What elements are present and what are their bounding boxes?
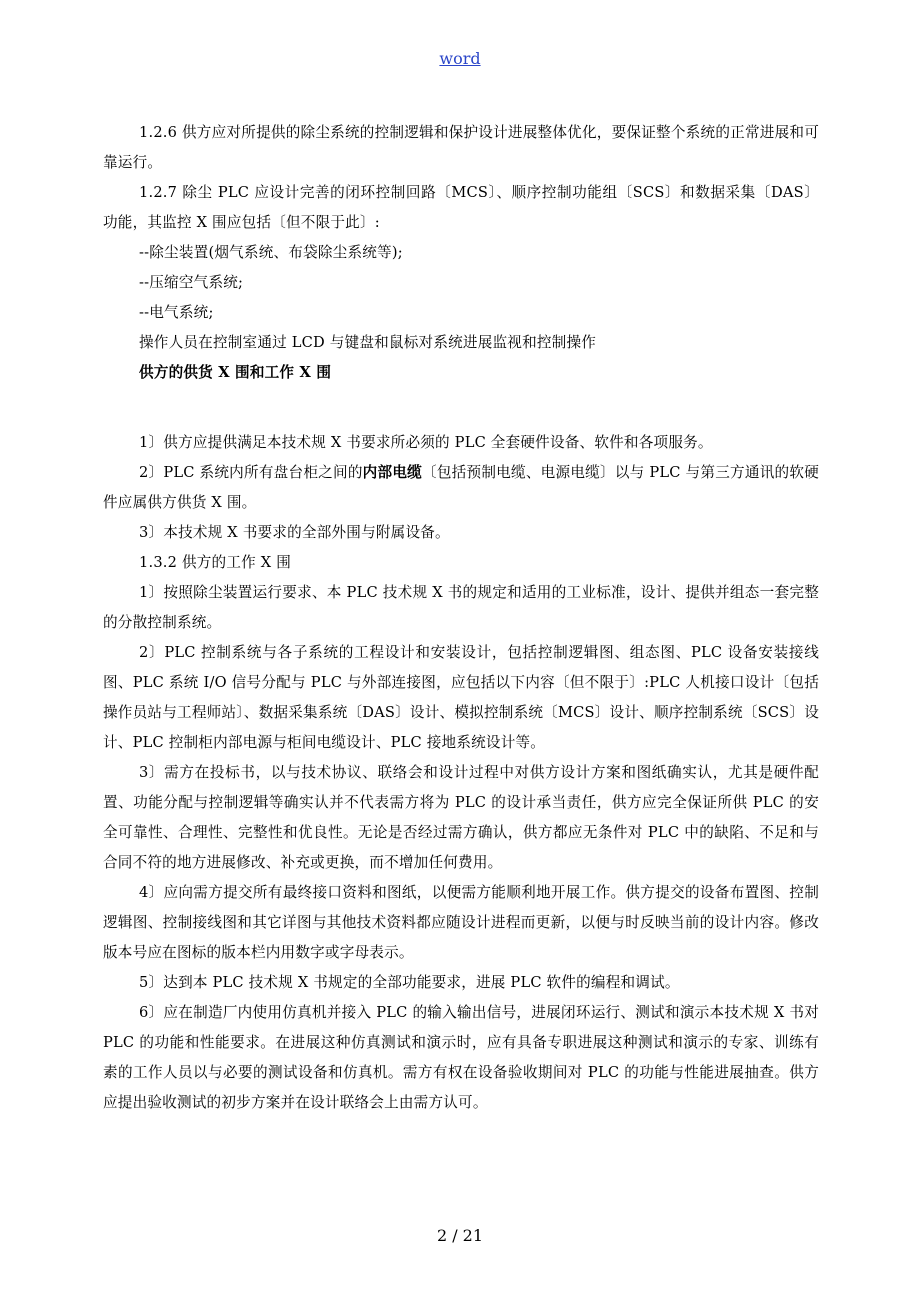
supply-item-1: 1〕供方应提供满足本技术规 X 书要求所必须的 PLC 全套硬件设备、软件和各项服务。 bbox=[139, 434, 713, 451]
header-word-link[interactable]: word bbox=[439, 49, 481, 68]
paragraph-1-2-6: 1.2.6 供方应对所提供的除尘系统的控制逻辑和保护设计进展整体优化，要保证整个系统的正常进展和可靠运行。 bbox=[103, 124, 819, 171]
supply-item-3: 3〕本技术规 X 书要求的全部外围与附属设备。 bbox=[139, 524, 450, 541]
list-item-dust-removal: --除尘装置(烟气系统、布袋除尘系统等); bbox=[139, 244, 403, 261]
work-scope-title: 1.3.2 供方的工作 X 围 bbox=[139, 554, 292, 571]
document-body bbox=[103, 118, 819, 1118]
work-item-5: 5〕达到本 PLC 技术规 X 书规定的全部功能要求，进展 PLC 软件的编程和调试。 bbox=[139, 974, 680, 991]
page-number: 2 / 21 bbox=[436, 1226, 484, 1245]
list-item-compressed-air: --压缩空气系统; bbox=[139, 274, 244, 291]
supply-item-2-before: 2〕PLC 系统内所有盘台柜之间的 bbox=[139, 464, 363, 481]
work-item-1: 1〕按照除尘装置运行要求、本 PLC 技术规 X 书的规定和适用的工业标准，设计、提供并组态一套完整的分散控制系统。 bbox=[103, 584, 819, 631]
work-item-4: 4〕应向需方提交所有最终接口资料和图纸，以便需方能顺利地开展工作。供方提交的设备布置图、控制逻辑图、控制接线图和其它详图与其他技术资料都应随设计进程而更新，以便与时反映当前的设计内容。修改版本号应在图标的版本栏内用数字或字母表示。 bbox=[103, 884, 819, 961]
section-title-supply-scope: 供方的供货 X 围和工作 X 围 bbox=[139, 364, 332, 381]
list-item-electrical: --电气系统; bbox=[139, 304, 214, 321]
work-item-3: 3〕需方在投标书，以与技术协议、联络会和设计过程中对供方设计方案和图纸确实认，尤其是硬件配置、功能分配与控制逻辑等确实认并不代表需方将为 PLC 的设计承当责任，供方应完全保证所供 PLC 的安全可靠性、合理性、完整性和优良性。无论是否经过需方确认，供方都应无条件对 PLC 中的缺陷、不足和与合同不符的地方进展修改、补充或更换，而不增加任何费用。 bbox=[103, 764, 819, 871]
supply-item-2-after: 〔包括预制电缆、电源电缆〕以与 PLC 与第三方通讯的软硬件应属供方供货 X 围。 bbox=[103, 464, 819, 511]
supply-item-2 bbox=[103, 458, 819, 518]
paragraph-1-2-7: 1.2.7 除尘 PLC 应设计完善的闭环控制回路〔MCS〕、顺序控制功能组〔SCS〕和数据采集〔DAS〕功能，其监控 X 围应包括〔但不限于此〕: bbox=[103, 184, 819, 231]
blank-line bbox=[103, 388, 819, 428]
work-item-2: 2〕PLC 控制系统与各子系统的工程设计和安装设计，包括控制逻辑图、组态图、PLC 设备安装接线图、PLC 系统 I/O 信号分配与 PLC 与外部连接图，应包括以下内容〔但不限于〕:PLC 人机接口设计〔包括操作员站与工程师站〕、数据采集系统〔DAS〕设计、模拟控制系统〔MCS〕设计、顺序控制系统〔SCS〕设计、PLC 控制柜内部电源与柜间电缆设计、PLC 接地系统设计等。 bbox=[103, 644, 819, 751]
supply-item-2-bold: 内部电缆 bbox=[362, 464, 423, 481]
paragraph-operator: 操作人员在控制室通过 LCD 与键盘和鼠标对系统进展监视和控制操作 bbox=[139, 334, 597, 351]
work-item-6: 6〕应在制造厂内使用仿真机并接入 PLC 的输入输出信号，进展闭环运行、测试和演示本技术规 X 书对 PLC 的功能和性能要求。在进展这种仿真测试和演示时，应有具备专职进展这种测试和演示的专家、训练有素的工作人员以与必要的测试设备和仿真机。需方有权在设备验收期间对 PLC 的功能与性能进展抽查。供方应提出验收测试的初步方案并在设计联络会上由需方认可。 bbox=[103, 1004, 819, 1111]
